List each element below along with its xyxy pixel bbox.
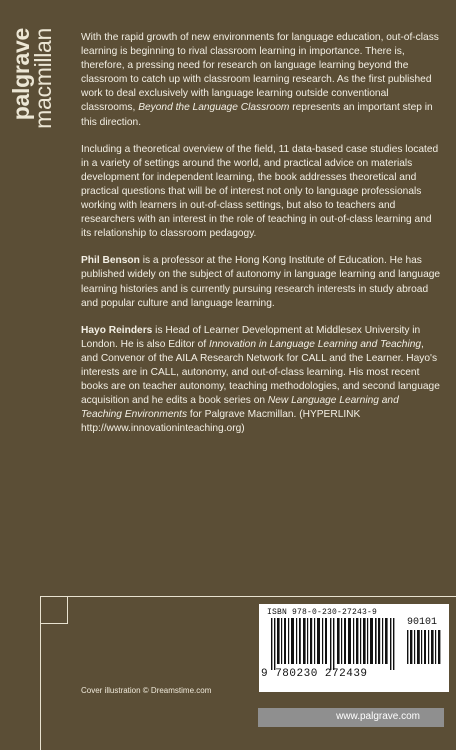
- website-bar: [258, 708, 444, 727]
- decorative-square: [40, 596, 68, 624]
- series-title-italic: New Language Learning and Teaching Environments: [81, 395, 399, 421]
- author-bio-benson: [81, 254, 441, 310]
- author-bio-reinders-text-b: , and Convenor of the AILA Research Network for CALL and the Learner. Hayo's interests are in CALL, autonomy, and out-of-class learning. His most recent books are on teacher autonomy, teaching methodologies, and second language acquisition and he edits a book series on: [81, 338, 440, 407]
- logo-line-macmillan: macmillan: [30, 28, 56, 129]
- blurb-paragraph-1: [81, 31, 441, 130]
- isbn-label: ISBN 978-0-230-27243-9: [267, 608, 378, 617]
- barcode-digits: 9 780230 272439: [261, 668, 368, 680]
- blurb-p1-text-a: With the rapid growth of new environments for language education, out-of-class learning is beginning to rival classroom learning in importance. There is, therefore, a pressing need for research on language learning beyond the classroom to catch up with classroom learning research. As the first published work to deal exclusively with language learning outside conventional classrooms,: [81, 32, 439, 114]
- price-code: 90101: [407, 617, 438, 628]
- blurb-p1-text-b: represents an important step in this direction.: [81, 102, 433, 128]
- barcode-panel: [259, 604, 449, 692]
- author-bio-reinders-text-c: for Palgrave Macmillan. (HYPERLINK http://www.innovationinteaching.org): [81, 409, 361, 435]
- price-barcode-icon: [407, 630, 441, 664]
- logo-line-palgrave: palgrave: [8, 28, 34, 121]
- journal-title-italic: Innovation in Language Learning and Teaching: [209, 338, 422, 350]
- barcode-icon: [267, 618, 403, 670]
- decorative-vertical-rule: [40, 624, 41, 750]
- author-bio-reinders: [81, 324, 441, 437]
- author-bio-benson-text: is a professor at the Hong Kong Institute of Education. He has published widely on the subject of autonomy in language learning and language learning histories and is currently pursuing research interests in study abroad and popular culture and language learning.: [81, 255, 441, 309]
- website-url[interactable]: www.palgrave.com: [336, 711, 420, 722]
- author-name-benson: Phil Benson: [81, 255, 140, 267]
- decorative-horizontal-rule: [67, 596, 456, 597]
- author-name-reinders: Hayo Reinders: [81, 324, 153, 336]
- blurb-paragraph-2: Including a theoretical overview of the field, 11 data-based case studies located in a variety of settings around the world, and practical advice on materials development for independent learning, the book addresses theoretical and practical questions that will be of interest not only to language professionals working with learners in out-of-class settings, but also to teachers and researchers with an interest in the role of teaching in out-of-class learning and its relationship to classroom pedagogy.: [81, 143, 439, 240]
- blurb: [81, 31, 441, 449]
- book-title-italic: Beyond the Language Classroom: [138, 102, 290, 114]
- cover-credit: Cover illustration © Dreamstime.com: [81, 686, 212, 695]
- author-bio-reinders-text-a: is Head of Learner Development at Middlesex University in London. He is also Editor of: [81, 324, 421, 350]
- publisher-logo: [10, 28, 58, 208]
